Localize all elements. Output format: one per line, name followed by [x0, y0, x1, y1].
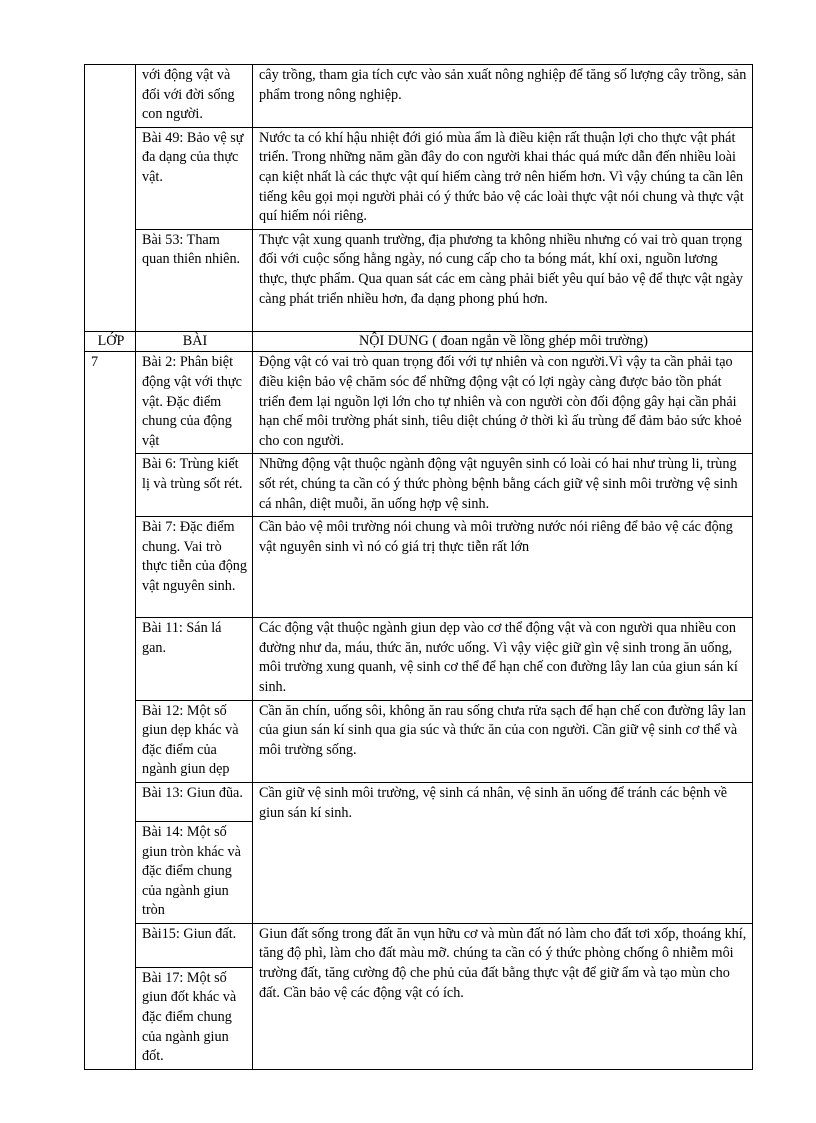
lesson-cell: Bài 2: Phân biệt động vật với thực vật. Đặc điểm chung của động vật [136, 352, 253, 454]
table-row [85, 923, 753, 967]
grade-cell: 7 [85, 352, 136, 1070]
grade-cell-empty [85, 65, 136, 332]
table-row [85, 229, 753, 331]
table-row [85, 65, 753, 128]
content-cell: cây trồng, tham gia tích cực vào sản xuất nông nghiệp để tăng số lượng cây trồng, sản phẩm trong nông nghiệp. [253, 65, 753, 128]
content-cell: Cần giữ vệ sinh môi trường, vệ sinh cá nhân, vệ sinh ăn uống để tránh các bệnh về giun sán kí sinh. [253, 782, 753, 923]
content-cell: Những động vật thuộc ngành động vật nguyên sinh có loài có hai như trùng li, trùng sốt rét, chúng ta cần có ý thức phòng bệnh bằng cách giữ vệ sinh môi trường vệ sinh cá nhân, diệt muỗi, ăn uống hợp vệ sinh. [253, 454, 753, 517]
table-row [85, 352, 753, 454]
header-lop: LỚP [85, 331, 136, 352]
lesson-cell: Bài 11: Sán lá gan. [136, 618, 253, 700]
content-cell: Cần ăn chín, uống sôi, không ăn rau sống chưa rửa sạch để hạn chế con đường lây lan của giun sán kí sinh qua gia súc và thức ăn của con người. Cần giữ vệ sinh cơ thể và môi trường sống. [253, 700, 753, 782]
table-row [85, 782, 753, 821]
lesson-cell: Bài 49: Bảo vệ sự đa dạng của thực vật. [136, 127, 253, 229]
lesson-cell: Bài 14: Một số giun tròn khác và đặc điểm chung của ngành giun tròn [136, 821, 253, 923]
lesson-cell: Bài 13: Giun đũa. [136, 782, 253, 821]
header-bai: BÀI [136, 331, 253, 352]
table-row [85, 618, 753, 700]
lesson-cell: Bài 7: Đặc điểm chung. Vai trò thực tiễn của động vật nguyên sinh. [136, 517, 253, 618]
content-cell: Nước ta có khí hậu nhiệt đới gió mùa ẩm là điều kiện rất thuận lợi cho thực vật phát triển. Trong những năm gần đây do con người khai thác quá mức dẫn đến nhiều loài cạn kiệt nhất là các thực vật quí hiếm càng trở nên hiếm hơn. Vì vậy chúng ta cần lên tiếng kêu gọi mọi người phải có ý thức bảo vệ các loài thực vật nói chung và thực vật quí hiếm nói riêng. [253, 127, 753, 229]
table-row [85, 700, 753, 782]
lesson-cell: với động vật và đối với đời sống con người. [136, 65, 253, 128]
lesson-cell: Bài 17: Một số giun đốt khác và đặc điểm chung của ngành giun đốt. [136, 967, 253, 1069]
header-noidung: NỘI DUNG ( đoan ngắn về lồng ghép môi trường) [253, 331, 753, 352]
lesson-integration-table [84, 64, 753, 1070]
lesson-cell: Bài 53: Tham quan thiên nhiên. [136, 229, 253, 331]
lesson-cell: Bài15: Giun đất. [136, 923, 253, 967]
table-row [85, 517, 753, 618]
table-header-row [85, 331, 753, 352]
lesson-cell: Bài 12: Một số giun dẹp khác và đặc điểm của ngành giun dẹp [136, 700, 253, 782]
table-row [85, 127, 753, 229]
content-cell: Thực vật xung quanh trường, địa phương ta không nhiều nhưng có vai trò quan trọng đối với cuộc sống hằng ngày, nó cung cấp cho ta bóng mát, khí oxi, nguồn lương thực, thực phẩm. Qua quan sát các em càng phải biết yêu quí bảo vệ để thực vật ngày càng phát triển nhiều hơn, đa dạng phong phú hơn. [253, 229, 753, 331]
content-cell: Các động vật thuộc ngành giun dẹp vào cơ thể động vật và con người qua nhiều con đường như da, máu, thức ăn, nước uống. Vì vậy việc giữ gìn vệ sinh trong ăn uống, môi trường xung quanh, vệ sinh cơ thể để hạn chế con đường lây lan của giun sán kí sinh. [253, 618, 753, 700]
content-cell: Cần bảo vệ môi trường nói chung và môi trường nước nói riêng để bảo vệ các động vật nguyên sinh vì nó có giá trị thực tiễn rất lớn [253, 517, 753, 618]
lesson-cell: Bài 6: Trùng kiết lị và trùng sốt rét. [136, 454, 253, 517]
content-cell: Giun đất sống trong đất ăn vụn hữu cơ và mùn đất nó làm cho đất tơi xốp, thoáng khí, tăng độ phì, làm cho đất màu mỡ. chúng ta cần có ý thức phòng chống ô nhiễm môi trường đất, tăng cường độ che phủ của đất bằng thực vật để giữ ẩm và tạo mùn cho đất. Cần bảo vệ các động vật có ích. [253, 923, 753, 1069]
content-cell: Động vật có vai trò quan trọng đối với tự nhiên và con người.Vì vậy ta cần phải tạo điều kiện bảo vệ chăm sóc để những động vật có lợi ngày càng được bảo tồn phát triển đem lại nguồn lợi lớn cho tự nhiên và con người còn đối động gây hại cần phải hạn chế môi trường phát sinh, tiêu diệt chúng ở thời kì ấu trùng để đảm bảo sức khoẻ cho con người. [253, 352, 753, 454]
table-row [85, 454, 753, 517]
